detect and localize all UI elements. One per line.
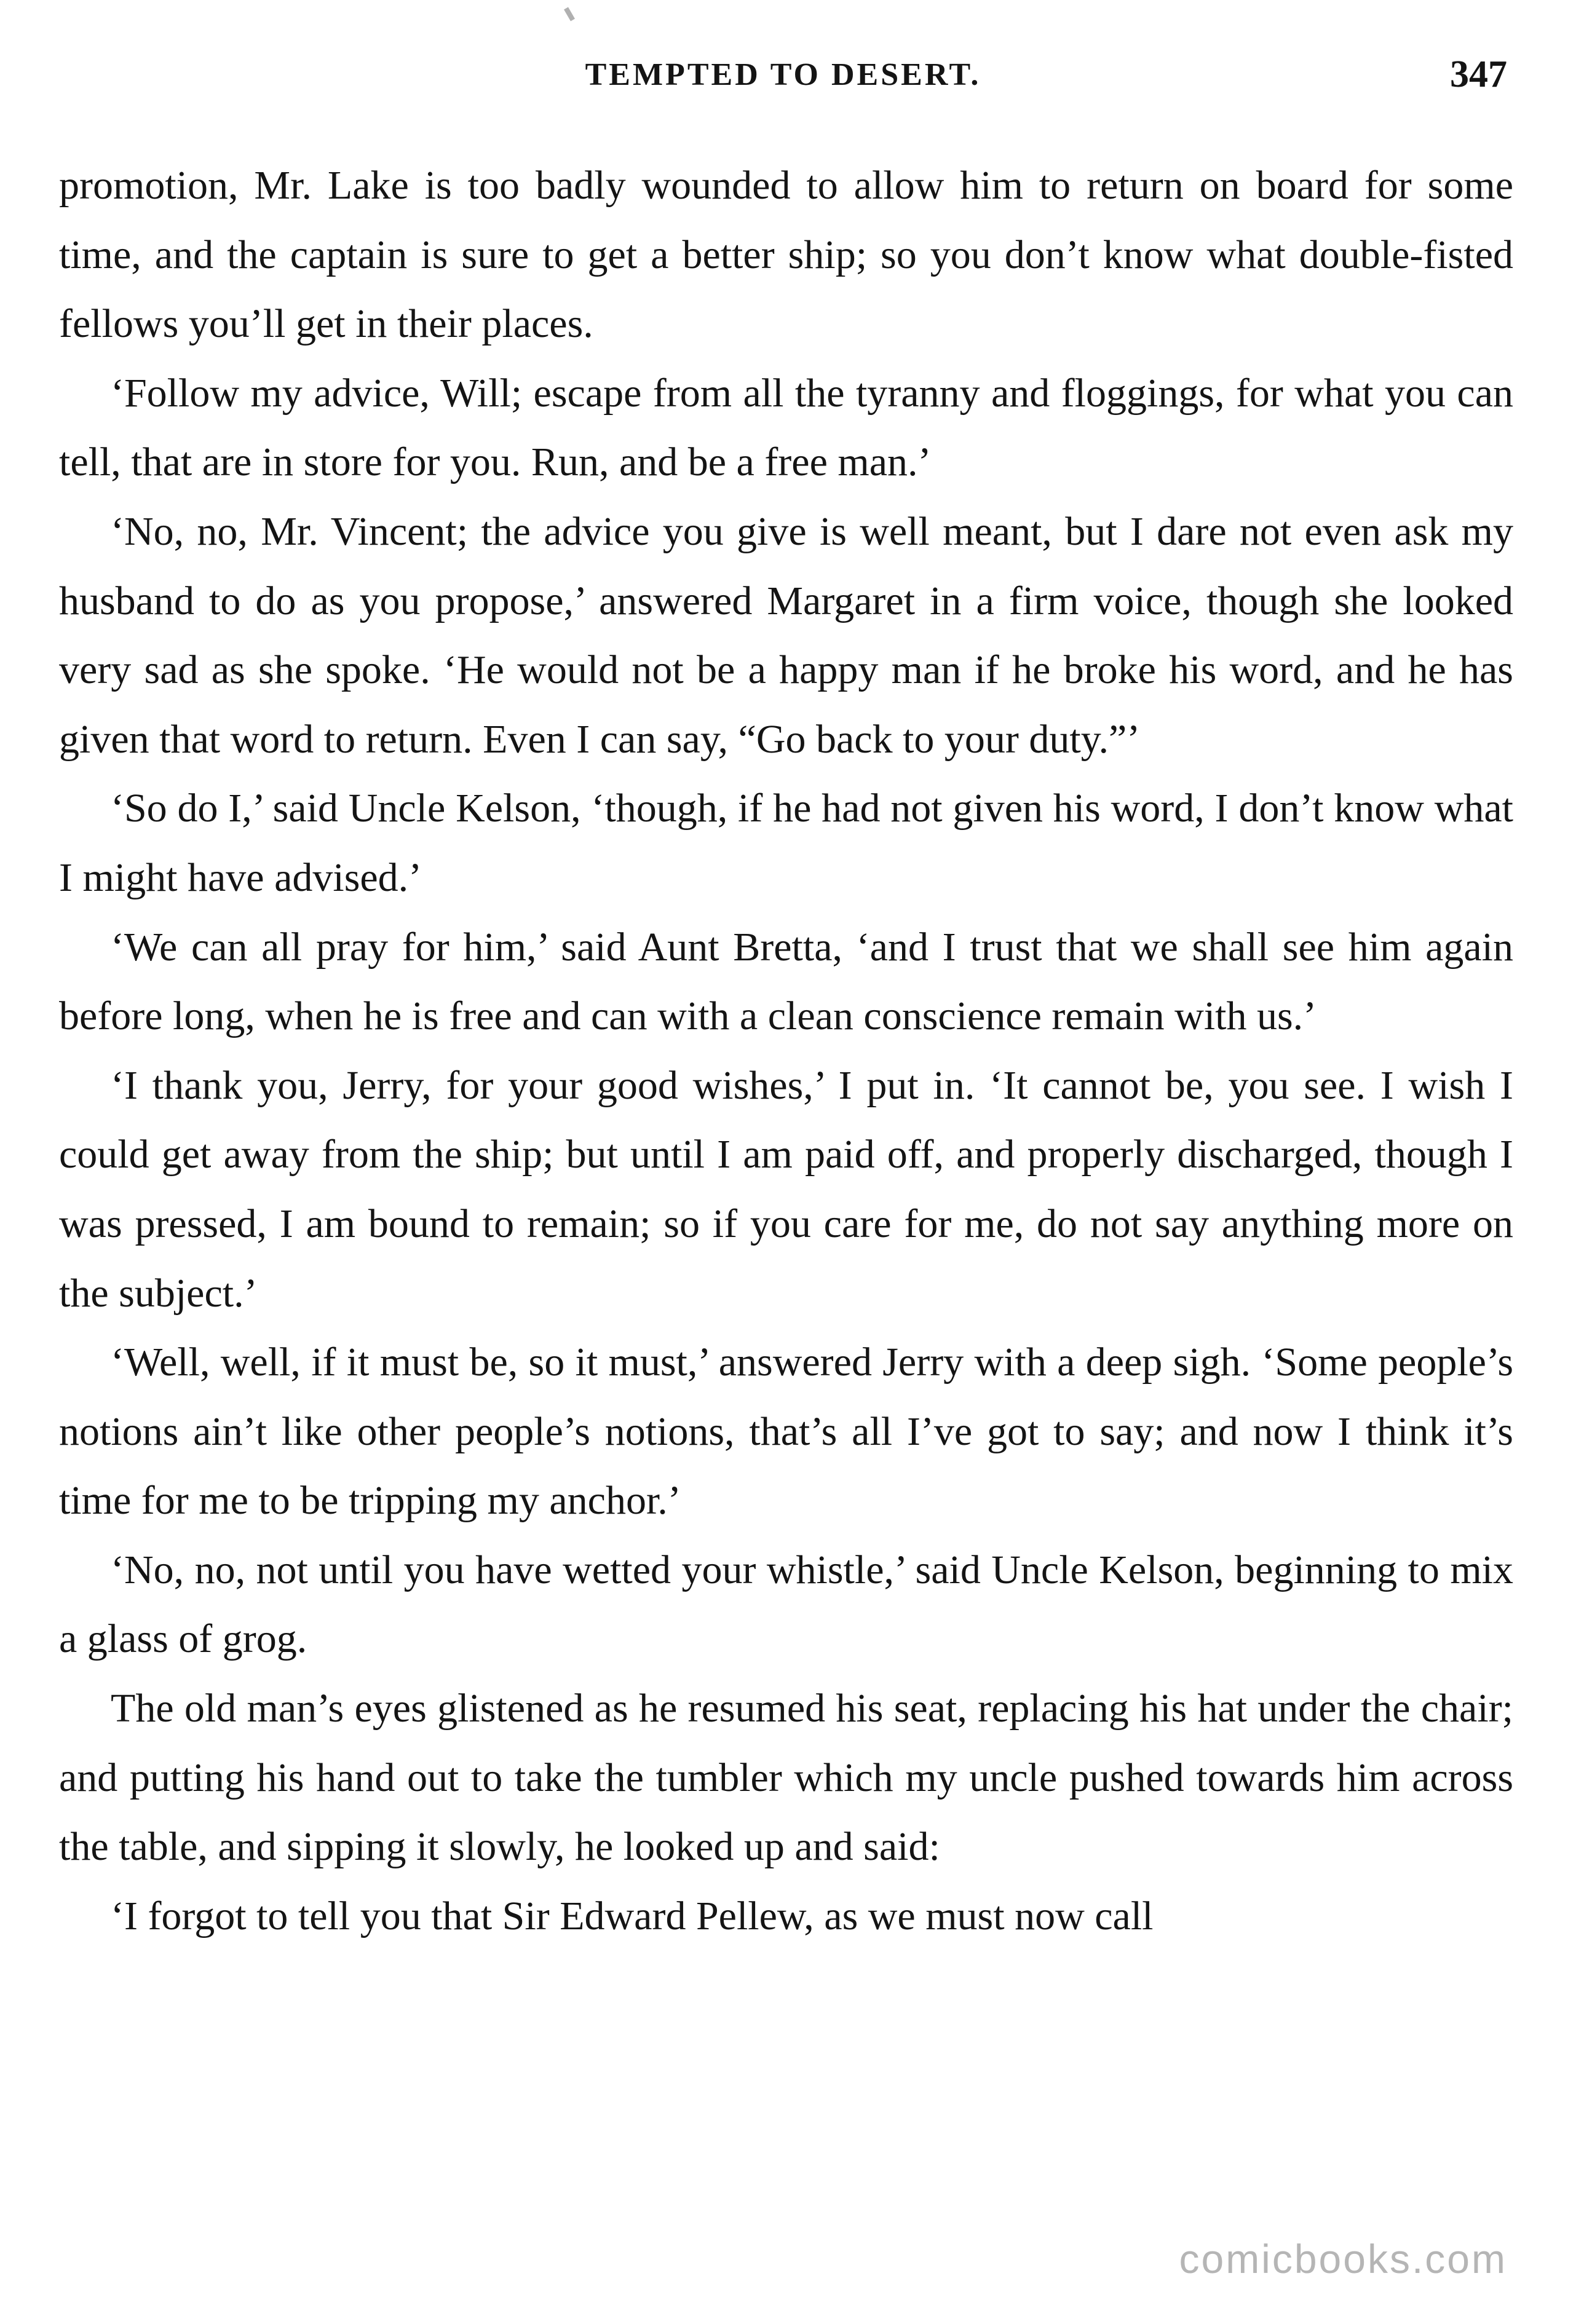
paragraph: ‘No, no, not until you have wetted your whistle,’ said Uncle Kelson, beginning to mix a glass of grog. [59, 1547, 1513, 1662]
paragraph: ‘So do I,’ said Uncle Kelson, ‘though, if he had not given his word, I don’t know what I might have advised.’ [59, 786, 1513, 900]
body-text [59, 151, 1513, 1951]
running-head [59, 53, 1507, 106]
paragraph: ‘I forgot to tell you that Sir Edward Pellew, as we must now call [111, 1893, 1154, 1939]
paragraph: The old man’s eyes glistened as he resumed his seat, replacing his hat under the chair; and putting his hand out to take the tumbler which my uncle pushed towards him across the table, and sipping it slowly, he looked up and said: [59, 1686, 1513, 1870]
paragraph: ‘We can all pray for him,’ said Aunt Bretta, ‘and I trust that we shall see him again before long, when he is free and can with a clean conscience remain with us.’ [59, 924, 1513, 1039]
paragraph: ‘I thank you, Jerry, for your good wishes,’ I put in. ‘It cannot be, you see. I wish I could get away from the ship; but until I am paid off, and properly discharged, though I was pressed, I am bound to remain; so if you care for me, do not say anything more on the subject.’ [59, 1062, 1513, 1316]
ink-speck [564, 7, 575, 21]
paragraph: promotion, Mr. Lake is too badly wounded to allow him to return on board for some time, and the captain is sure to get a better ship; so you don’t know what double-fisted fellows you’ll get in their places. [59, 163, 1513, 347]
paragraph: ‘No, no, Mr. Vincent; the advice you give is well meant, but I dare not even ask my husband to do as you propose,’ answered Margaret in a firm voice, though she looked very sad as she spoke. ‘He would not be a happy man if he broke his word, and he has given that word to return. Even I can say, “Go back to your duty.”’ [59, 508, 1513, 762]
paragraph: ‘Well, well, if it must be, so it must,’ answered Jerry with a deep sigh. ‘Some people’s notions ain’t like other people’s notions, that’s all I’ve got to say; and now I think it’s time for me to be tripping my anchor.’ [59, 1340, 1513, 1524]
paragraph: ‘Follow my advice, Will; escape from all the tyranny and floggings, for what you can tell, that are in store for you. Run, and be a free man.’ [59, 370, 1513, 485]
running-title: TEMPTED TO DESERT. [585, 57, 981, 92]
watermark: comicbooks.com [1179, 2236, 1507, 2282]
page-number: 347 [1450, 53, 1507, 95]
